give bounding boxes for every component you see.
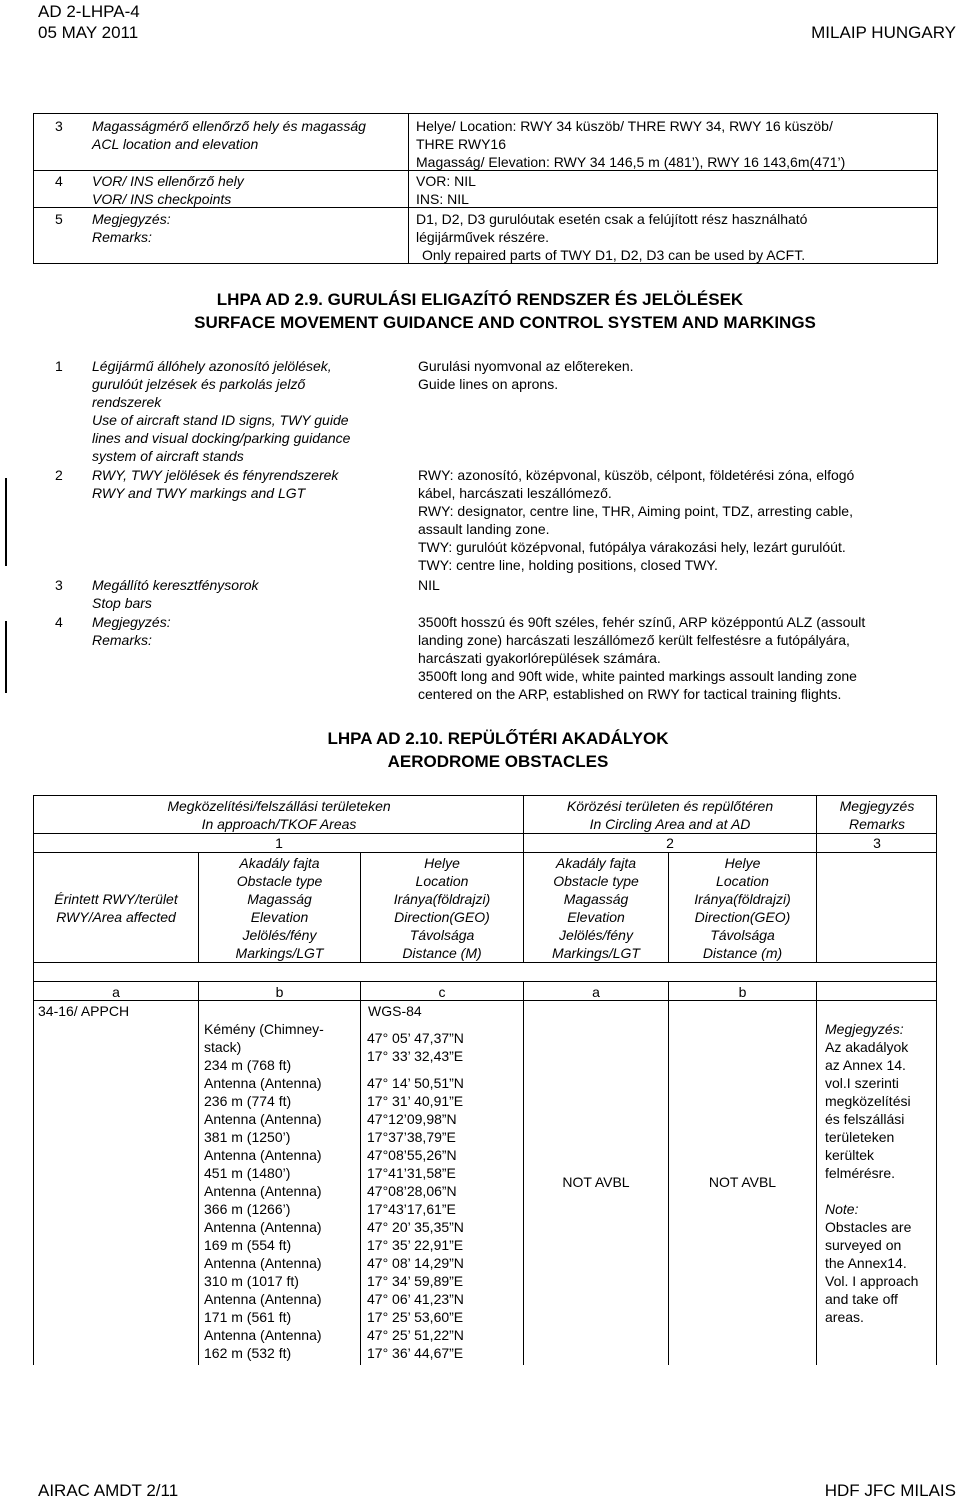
doc-id: AD 2-LHPA-4: [38, 2, 140, 21]
section-2-9-subtitle: SURFACE MOVEMENT GUIDANCE AND CONTROL SYSTEM AND MARKINGS: [194, 313, 816, 332]
obstacle-elevation: 169 m (554 ft): [204, 1237, 292, 1253]
section9-row-value: RWY: azonosító, középvonal, küszöb, célpont, földetérési zóna, elfogó kábel, harcászati leszállómező. RWY: designator, centre line, THR, Aiming point, TDZ, arresting cable, assault landing zone. TWY: gurulóút középvonal, futópálya várakozási hely, lezárt gurulóút. TWY: centre line, holding positions, closed TWY.: [418, 467, 855, 573]
obstacle-elevation: 236 m (774 ft): [204, 1093, 292, 1109]
table1-row-label: Magasságmérő ellenőrző hely és magasság ACL location and elevation: [92, 118, 366, 152]
section9-row-value: Gurulási nyomvonal az előtereken. Guide lines on aprons.: [418, 358, 634, 392]
section9-row-num: 2: [55, 467, 63, 483]
circling-location-not-avbl: NOT AVBL: [708, 1174, 777, 1190]
section9-row-label: RWY, TWY jelölések és fényrendszerek RWY and TWY markings and LGT: [92, 467, 339, 501]
obstacle-elevation: 366 m (1266’): [204, 1201, 291, 1217]
col-letter-b2: b: [738, 984, 747, 1000]
obstacle-elevation: 381 m (1250’): [204, 1129, 291, 1145]
obstacle-type: Kémény (Chimney- stack) 234 m (768 ft): [204, 1021, 324, 1073]
table1-row-value: VOR: NIL INS: NIL: [416, 173, 476, 207]
amendment: AIRAC AMDT 2/11: [38, 1481, 179, 1500]
section9-row-num: 4: [55, 614, 63, 630]
section9-row-value: 3500ft hosszú és 90ft széles, fehér színű, ARP középpontú ALZ (assoult landing zone) harcászati leszállómező került felfestésre a futópályára, harcászati gyakorlórepülések számára. 3500ft long and 90ft wide, white painted markings assoult landing zone centered on the ARP, established on RWY for tactical training flights.: [418, 614, 866, 702]
obstacle-elevation: 451 m (1480’): [204, 1165, 291, 1181]
circling-obstacle-not-avbl: NOT AVBL: [562, 1174, 630, 1190]
obstacle-remarks: Megjegyzés: Az akadályok az Annex 14. vol.I szerinti megközelítési és felszállási területeken kerültek felmérésre. Note: Obstacles are surveyed on the Annex14. Vol. I approach and take off areas.: [825, 1021, 919, 1325]
affected-area: 34-16/ APPCH: [38, 1003, 130, 1019]
section9-row-label: Légijármű állóhely azonosító jelölések, gurulóút jelzések és parkolás jelző rendszerek Use of aircraft stand ID signs, TWY guide lines and visual docking/parking guidance system of aircraft stands: [92, 358, 351, 464]
col-letter-b: b: [275, 984, 284, 1000]
col-number-1: 1: [275, 835, 283, 851]
obstacle-type: Antenna (Antenna) 236 m (774 ft) Antenna (Antenna) 381 m (1250’) Antenna (Antenna) 451 m (1480’) Antenna (Antenna) 366 m (1266’) Antenna (Antenna) 169 m (554 ft) Antenna (Antenna) 310 m (1017 ft) Antenna (Antenna) 171 m (561 ft) Antenna (Antenna) 162 m (532 ft): [204, 1075, 322, 1361]
obstacle-type-header: Akadály fajta Obstacle type Magasság Elevation Jelölés/fény Markings/LGT: [235, 855, 324, 961]
approach-areas-header: Megközelítési/felszállási területeken In approach/TKOF Areas: [167, 798, 391, 832]
location-header: Helye Location Iránya(földrajzi) Direction(GEO) Távolsága Distance (M): [393, 855, 491, 961]
table1-row-value: D1, D2, D3 gurulóutak esetén csak a felújított rész használható légijárművek részére. Only repaired parts of TWY D1, D2, D3 can be used by ACFT.: [416, 211, 808, 263]
obstacle-coords: 47° 05’ 47,37”N 17° 33’ 32,43”E: [367, 1030, 464, 1064]
publisher: MILAIP HUNGARY: [811, 23, 956, 42]
obstacle-coords: 47° 14’ 50,51”N 17° 31’ 40,91”E 47°12’09,98”N 17°37’38,79”E 47°08’55,26”N 17°41’31,58”E 47°08’28,06”N 17°43’17,61”E 47° 20’ 35,35”N 17° 35’ 22,91”E 47° 08’ 14,29”N 17° 34’ 59,89”E 47° 06’ 41,23”N 17° 25’ 53,60”E 47° 25’ 51,22”N 17° 36’ 44,67”E: [367, 1075, 464, 1361]
doc-date: 05 MAY 2011: [38, 23, 139, 42]
table1-row-num: 4: [55, 173, 63, 189]
col-letter-a2: a: [592, 984, 600, 1000]
obstacle-elevation: 162 m (532 ft): [204, 1345, 292, 1361]
change-bar: [5, 621, 7, 693]
section-2-10-subtitle: AERODROME OBSTACLES: [387, 752, 609, 771]
wgs-label: WGS-84: [368, 1003, 422, 1019]
col-number-2: 2: [666, 835, 674, 851]
section-2-10-title: LHPA AD 2.10. REPÜLŐTÉRI AKADÁLYOK: [327, 729, 669, 748]
section-2-9-title: LHPA AD 2.9. GURULÁSI ELIGAZÍTÓ RENDSZER ÉS JELÖLÉSEK: [216, 290, 744, 309]
section9-row-num: 1: [55, 358, 63, 374]
table1-row-value: Helye/ Location: RWY 34 küszöb/ THRE RWY 34, RWY 16 küszöb/ THRE RWY16 Magasság/ Elevation: RWY 34 146,5 m (481’), RWY 16 143,6m(471’): [416, 118, 846, 170]
table1-row-label: VOR/ INS ellenőrző hely VOR/ INS checkpoints: [92, 173, 244, 207]
obstacle-elevation: 234 m (768 ft): [204, 1057, 292, 1073]
table1-row-label: Megjegyzés: Remarks:: [92, 211, 171, 245]
obstacle-type-header-2: Akadály fajta Obstacle type Magasság Elevation Jelölés/fény Markings/LGT: [552, 855, 640, 961]
circling-area-header: Körözési területen és repülőtéren In Circling Area and at AD: [566, 798, 774, 832]
issuing-org: HDF JFC MILAIS: [824, 1481, 956, 1500]
section9-row-num: 3: [55, 577, 63, 593]
section9-row-label: Megjegyzés: Remarks:: [92, 614, 171, 648]
table1-row-num: 5: [55, 211, 63, 227]
table1-row-num: 3: [55, 118, 63, 134]
obstacle-elevation: 310 m (1017 ft): [204, 1273, 299, 1289]
section9-row-label: Megállító keresztfénysorok Stop bars: [92, 577, 259, 611]
remarks-header: Megjegyzés Remarks: [839, 798, 915, 832]
location-header-2: Helye Location Iránya(földrajzi) Direction(GEO) Távolsága Distance (m): [694, 855, 791, 961]
col-number-3: 3: [873, 835, 881, 851]
change-bar: [5, 478, 7, 566]
col-letter-c: c: [438, 984, 446, 1000]
obstacle-elevation: 171 m (561 ft): [204, 1309, 292, 1325]
affected-area-header: Érintett RWY/terület RWY/Area affected: [54, 891, 178, 925]
section9-row-value: NIL: [418, 577, 440, 593]
col-letter-a: a: [112, 984, 120, 1000]
